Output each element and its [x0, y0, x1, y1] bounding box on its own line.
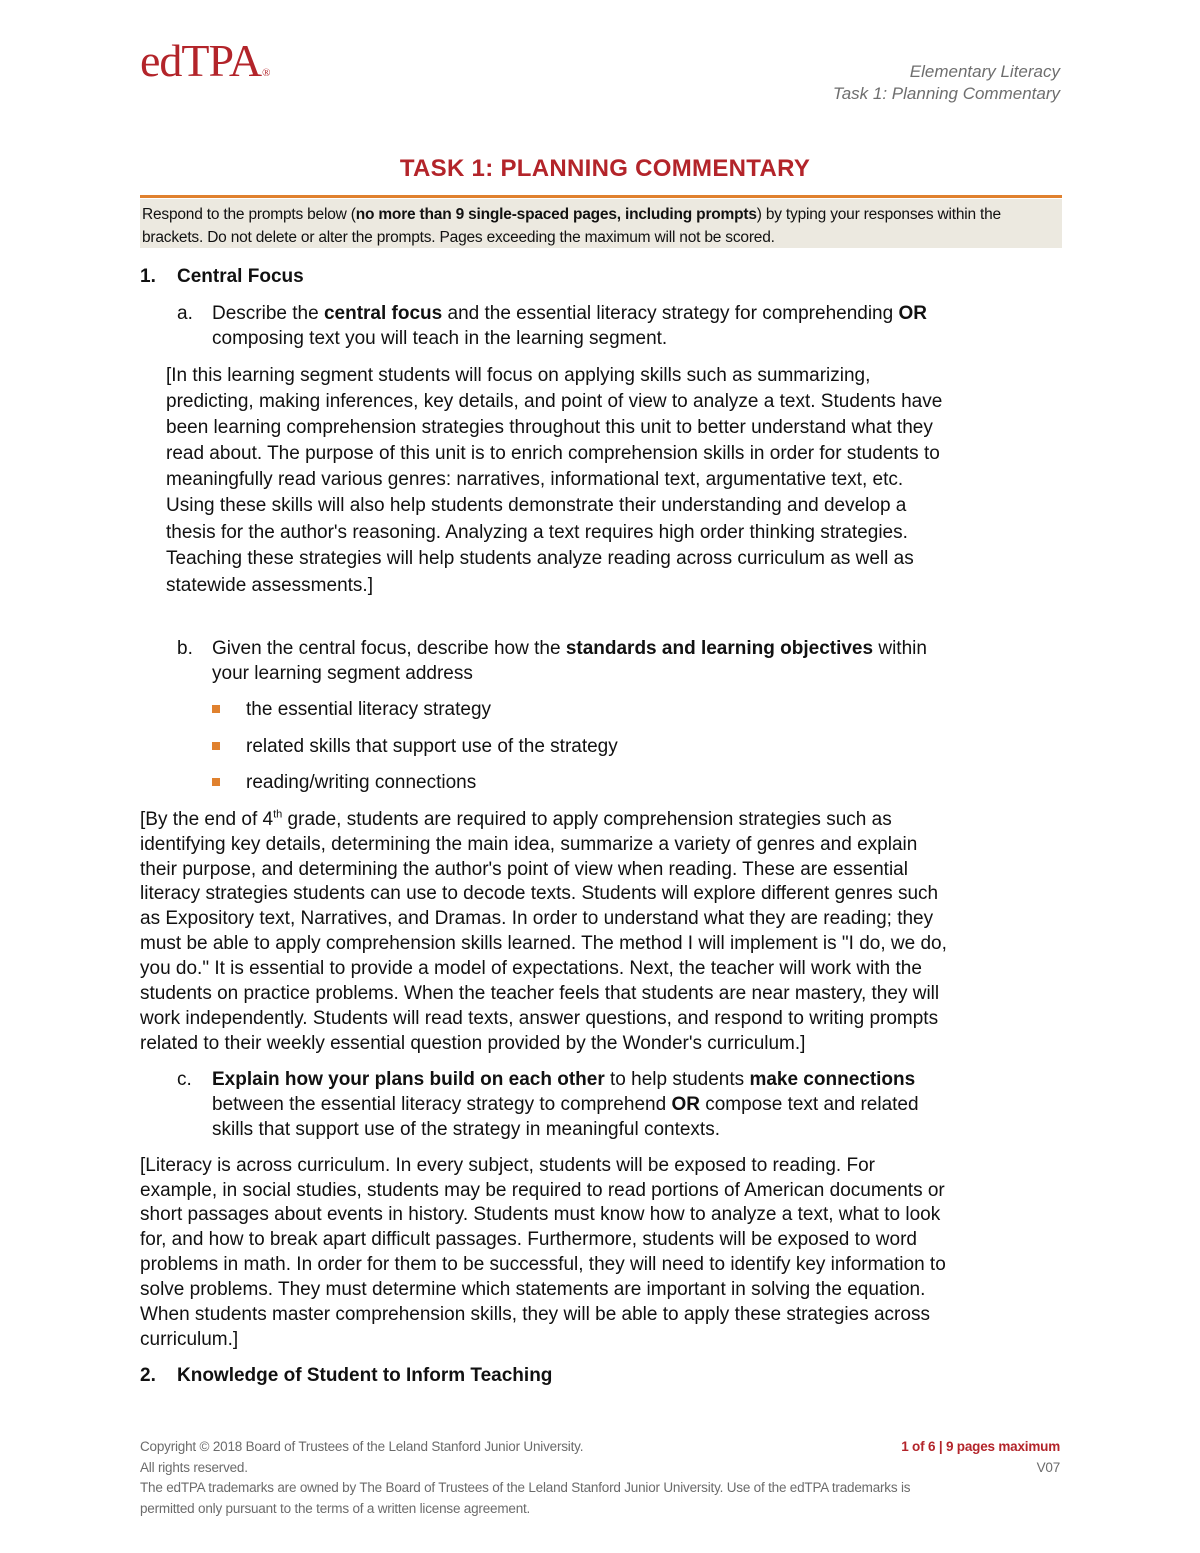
response-c-line: When students master comprehension skills, they will be able to apply these strategies across — [140, 1304, 930, 1325]
response-a-line: Teaching these strategies will help students analyze reading across curriculum as well as — [166, 548, 914, 569]
edtpa-logo: edTPA® — [140, 35, 270, 86]
response-c-line: problems in math. In order for them to be successful, they will need to identify key information to — [140, 1254, 946, 1275]
response-c-line: [Literacy is across curriculum. In every subject, students will be exposed to reading. For — [140, 1155, 875, 1176]
header-task: Task 1: Planning Commentary — [832, 84, 1060, 103]
prompt-a-letter: a. — [177, 303, 193, 324]
prompt-b-letter: b. — [177, 638, 193, 659]
response-a-line: read about. The purpose of this unit is to enrich comprehension skills in order for students to — [166, 443, 940, 464]
title-divider — [140, 195, 1062, 198]
response-b-line: must be able to apply comprehension skills learned. The method I will implement is "I do, we do, — [140, 933, 947, 954]
instructions-line-1: Respond to the prompts below (no more than 9 single-spaced pages, including prompts) by typing your responses within the — [142, 206, 1001, 223]
version-label: V07 — [1036, 1459, 1060, 1475]
response-c-line: curriculum.] — [140, 1329, 239, 1350]
prompt-b-bullet: reading/writing connections — [246, 772, 477, 793]
prompt-a-line-2: composing text you will teach in the learning segment. — [212, 328, 668, 349]
footer-trademark-line-1: The edTPA trademarks are owned by The Board of Trustees of the Leland Stanford Junior University. Use of the edTPA trademarks is — [140, 1480, 911, 1495]
response-c-line: example, in social studies, students may be required to read portions of American documents or — [140, 1180, 945, 1201]
instructions-line-2: brackets. Do not delete or alter the prompts. Pages exceeding the maximum will not be scored. — [142, 229, 775, 246]
response-b-line: identifying key details, determining the main idea, summarize a variety of genres and explain — [140, 834, 918, 855]
prompt-a-line-1: Describe the central focus and the essential literacy strategy for comprehending OR — [212, 303, 927, 324]
footer-copyright: Copyright © 2018 Board of Trustees of the Leland Stanford Junior University. — [140, 1439, 584, 1454]
prompt-c-line-1: Explain how your plans build on each other to help students make connections — [212, 1069, 916, 1090]
prompt-c-line-2: between the essential literacy strategy to comprehend OR compose text and related — [212, 1094, 919, 1115]
response-b-line: work independently. Students will read texts, answer questions, and respond to writing prompts — [140, 1008, 939, 1029]
response-c-line: for, and how to break apart difficult passages. Furthermore, students will be exposed to word — [140, 1229, 917, 1250]
response-b-line: students on practice problems. When the teacher feels that students are near mastery, they will — [140, 983, 940, 1004]
response-c-line: short passages about events in history. Students must know how to analyze a text, what to look — [140, 1204, 941, 1225]
response-b-line: related to their weekly essential question provided by the Wonder's curriculum.] — [140, 1033, 806, 1054]
footer-rights: All rights reserved. — [140, 1459, 248, 1475]
response-b-line: their purpose, and determining the author's point of view when reading. These are essential — [140, 859, 908, 880]
square-bullet-icon — [212, 705, 220, 713]
response-b-line: literacy strategies students can use to decode texts. Students will explore different genres such — [140, 883, 939, 904]
response-a-line: predicting, making inferences, key details, and point of view to analyze a text. Students have — [166, 391, 943, 412]
section-2-number: 2. — [140, 1365, 156, 1386]
response-a-line: Using these skills will also help students demonstrate their understanding and develop a — [166, 495, 907, 516]
response-b-line: as Expository text, Narratives, and Dramas. In order to understand what they are reading; they — [140, 908, 934, 929]
page-footer — [140, 1437, 1060, 1519]
response-a-line: meaningfully read various genres: narratives, informational text, argumentative text, etc. — [166, 469, 904, 490]
header-subject: Elementary Literacy — [909, 62, 1060, 81]
square-bullet-icon — [212, 778, 220, 786]
page-title: TASK 1: PLANNING COMMENTARY — [399, 155, 811, 182]
section-1-heading: Central Focus — [177, 266, 304, 287]
section-1-number: 1. — [140, 266, 156, 287]
section-2-heading: Knowledge of Student to Inform Teaching — [177, 1365, 553, 1386]
running-header — [833, 61, 1060, 105]
square-bullet-icon — [212, 742, 220, 750]
response-a-line: statewide assessments.] — [166, 575, 373, 596]
prompt-c-line-3: skills that support use of the strategy in meaningful contexts. — [212, 1119, 720, 1140]
footer-trademark-line-2: permitted only pursuant to the terms of a written license agreement. — [140, 1500, 531, 1516]
response-a-line: [In this learning segment students will focus on applying skills such as summarizing, — [166, 365, 871, 386]
prompt-b-line-1: Given the central focus, describe how the standards and learning objectives within — [212, 638, 927, 659]
response-a-line: been learning comprehension strategies throughout this unit to better understand what they — [166, 417, 933, 438]
prompt-b-line-2: your learning segment address — [212, 663, 473, 684]
page-count: 1 of 6 | 9 pages maximum — [901, 1439, 1060, 1454]
response-a-line: thesis for the author's reasoning. Analyzing a text requires high order thinking strategies. — [166, 522, 908, 543]
prompt-b-bullet: related skills that support use of the strategy — [246, 736, 618, 757]
response-c-line: solve problems. They must determine which statements are important in solving the equation. — [140, 1279, 926, 1300]
response-b-line: [By the end of 4th grade, students are required to apply comprehension strategies such as — [140, 808, 892, 830]
prompt-c-letter: c. — [177, 1069, 192, 1090]
response-b-line: you do." It is essential to provide a model of expectations. Next, the teacher will work with the — [140, 958, 922, 979]
prompt-b-bullet: the essential literacy strategy — [246, 699, 492, 720]
instructions-box — [140, 199, 1062, 248]
